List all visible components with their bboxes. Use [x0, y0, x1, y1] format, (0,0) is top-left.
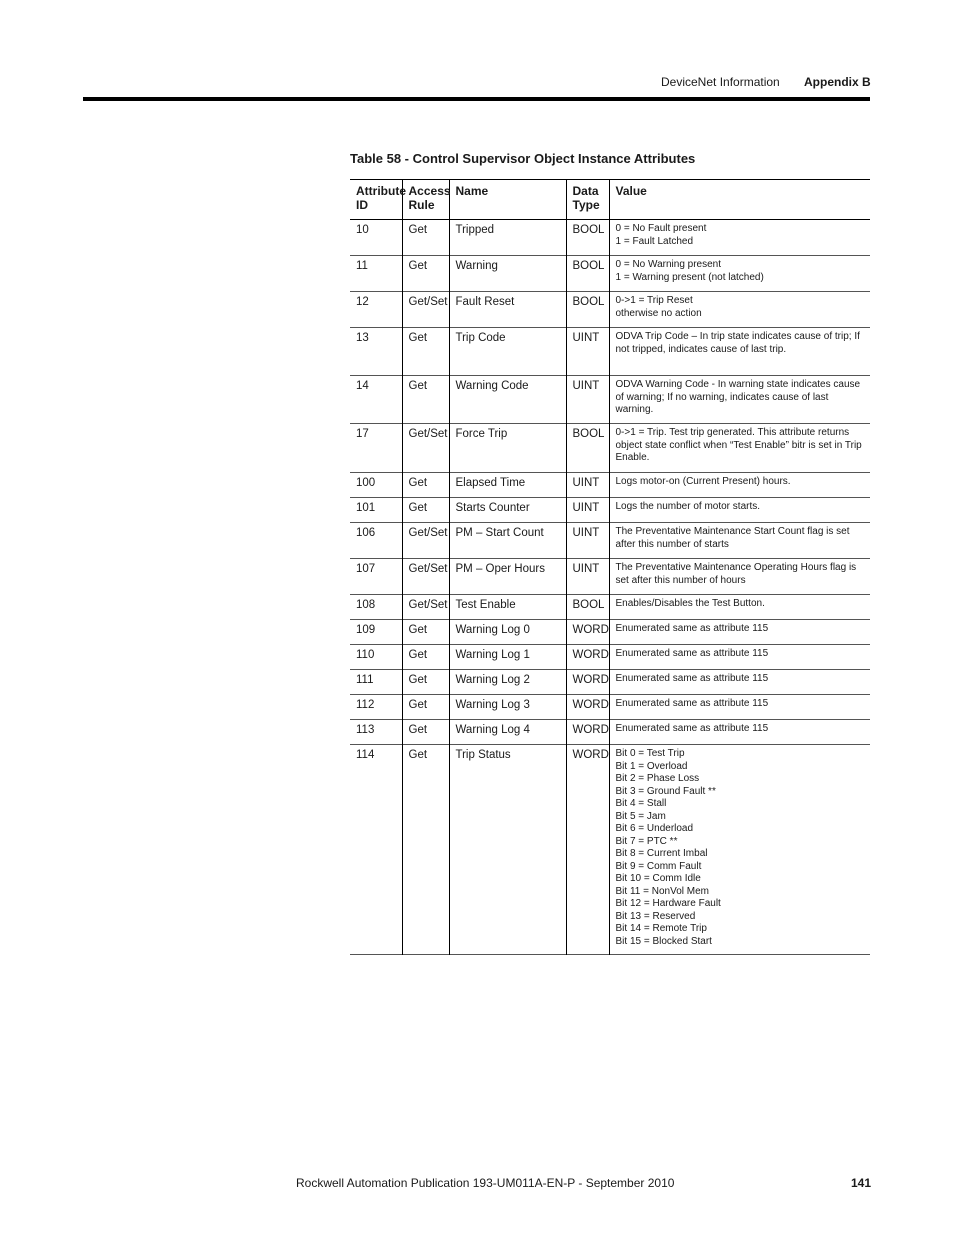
- cell-data-type: WORD: [566, 695, 609, 720]
- cell-access-rule: Get: [402, 720, 449, 745]
- cell-value: Enumerated same as attribute 115: [609, 645, 870, 670]
- cell-attribute-id: 113: [356, 724, 375, 736]
- header-appendix-label: Appendix B: [804, 75, 871, 89]
- cell-data-type: WORD: [566, 620, 609, 645]
- cell-name: Elapsed Time: [449, 473, 566, 498]
- cell-value: Enumerated same as attribute 115: [609, 670, 870, 695]
- cell-name: Trip Code: [449, 328, 566, 376]
- cell-name: PM – Oper Hours: [449, 559, 566, 595]
- cell-data-type: WORD: [566, 645, 609, 670]
- cell-access-rule: Get: [402, 745, 449, 955]
- cell-access-rule: Get: [402, 645, 449, 670]
- cell-access-rule: Get/Set: [402, 559, 449, 595]
- cell-name: Starts Counter: [449, 498, 566, 523]
- cell-name: Force Trip: [449, 424, 566, 473]
- header-section-title: DeviceNet Information: [661, 75, 780, 89]
- cell-attribute-id: 109: [356, 624, 376, 636]
- table-row: [350, 745, 870, 955]
- table-row: [350, 620, 870, 645]
- cell-data-type: UINT: [566, 498, 609, 523]
- cell-access-rule: Get: [402, 220, 449, 256]
- table-row: [350, 720, 870, 745]
- table-row: [350, 595, 870, 620]
- table-row: [350, 424, 870, 473]
- table-row: [350, 376, 870, 424]
- cell-data-type: UINT: [566, 376, 609, 424]
- cell-attribute-id: 13: [356, 332, 369, 344]
- cell-name: Tripped: [449, 220, 566, 256]
- cell-name: Warning Log 4: [449, 720, 566, 745]
- cell-name: Warning Log 2: [449, 670, 566, 695]
- table-row: [350, 328, 870, 376]
- cell-attribute-id: 12: [356, 296, 369, 308]
- cell-name: Warning: [449, 256, 566, 292]
- cell-access-rule: Get: [402, 620, 449, 645]
- table-header-row: [350, 180, 870, 220]
- column-header-attribute-id: Attribute ID: [356, 184, 406, 212]
- table-row: [350, 645, 870, 670]
- table-title: Table 58 - Control Supervisor Object Instance Attributes: [350, 151, 696, 166]
- cell-data-type: WORD: [566, 720, 609, 745]
- cell-value: 0 = No Warning present 1 = Warning present (not latched): [609, 256, 870, 292]
- cell-value: The Preventative Maintenance Operating Hours flag is set after this number of hours: [609, 559, 870, 595]
- cell-value: Logs the number of motor starts.: [609, 498, 870, 523]
- column-header-data-type: Data Type: [566, 180, 609, 220]
- cell-access-rule: Get: [402, 376, 449, 424]
- cell-value: Enumerated same as attribute 115: [609, 620, 870, 645]
- cell-value: 0 = No Fault present 1 = Fault Latched: [609, 220, 870, 256]
- cell-access-rule: Get/Set: [402, 523, 449, 559]
- cell-access-rule: Get: [402, 328, 449, 376]
- cell-value: 0->1 = Trip. Test trip generated. This attribute returns object state conflict when “Test Enable” bitr is set in Trip Enable.: [609, 424, 870, 473]
- cell-name: Fault Reset: [449, 292, 566, 328]
- cell-attribute-id: 17: [356, 428, 369, 440]
- cell-data-type: BOOL: [566, 424, 609, 473]
- cell-access-rule: Get: [402, 498, 449, 523]
- table-row: [350, 292, 870, 328]
- cell-access-rule: Get/Set: [402, 292, 449, 328]
- cell-name: PM – Start Count: [449, 523, 566, 559]
- cell-access-rule: Get: [402, 256, 449, 292]
- cell-attribute-id: 110: [356, 649, 375, 661]
- column-header-name: Name: [449, 180, 566, 220]
- cell-attribute-id: 14: [356, 380, 369, 392]
- cell-value: 0->1 = Trip Reset otherwise no action: [609, 292, 870, 328]
- cell-data-type: BOOL: [566, 256, 609, 292]
- cell-attribute-id: 10: [356, 224, 369, 236]
- cell-attribute-id: 101: [356, 502, 376, 514]
- cell-data-type: BOOL: [566, 292, 609, 328]
- cell-value: Enumerated same as attribute 115: [609, 720, 870, 745]
- column-header-access-rule: Access Rule: [402, 180, 449, 220]
- cell-data-type: UINT: [566, 473, 609, 498]
- cell-value: Enumerated same as attribute 115: [609, 695, 870, 720]
- cell-name: Warning Code: [449, 376, 566, 424]
- cell-value: Enables/Disables the Test Button.: [609, 595, 870, 620]
- table-row: [350, 473, 870, 498]
- table-row: [350, 498, 870, 523]
- page-number: 141: [851, 1176, 872, 1190]
- cell-access-rule: Get: [402, 670, 449, 695]
- cell-value: ODVA Trip Code – In trip state indicates cause of trip; If not tripped, indicates cause of last trip.: [609, 328, 870, 376]
- cell-attribute-id: 106: [356, 527, 376, 539]
- cell-access-rule: Get: [402, 695, 449, 720]
- cell-data-type: WORD: [566, 670, 609, 695]
- cell-attribute-id: 111: [356, 674, 374, 686]
- table-row: [350, 670, 870, 695]
- cell-access-rule: Get/Set: [402, 595, 449, 620]
- cell-attribute-id: 11: [356, 260, 368, 272]
- cell-value: Logs motor-on (Current Present) hours.: [609, 473, 870, 498]
- cell-value: ODVA Warning Code - In warning state indicates cause of warning; If no warning, indicates cause of last warning.: [609, 376, 870, 424]
- cell-name: Warning Log 3: [449, 695, 566, 720]
- cell-name: Test Enable: [449, 595, 566, 620]
- cell-attribute-id: 100: [356, 477, 376, 489]
- table-row: [350, 559, 870, 595]
- table-row: [350, 256, 870, 292]
- cell-attribute-id: 112: [356, 699, 375, 711]
- cell-access-rule: Get/Set: [402, 424, 449, 473]
- cell-attribute-id: 107: [356, 563, 376, 575]
- column-header-value: Value: [609, 180, 870, 220]
- attributes-table: [350, 179, 870, 955]
- cell-attribute-id: 108: [356, 599, 376, 611]
- table-row: [350, 523, 870, 559]
- cell-name: Warning Log 1: [449, 645, 566, 670]
- cell-data-type: UINT: [566, 328, 609, 376]
- cell-data-type: WORD: [566, 745, 609, 955]
- cell-data-type: UINT: [566, 559, 609, 595]
- cell-value: Bit 0 = Test Trip Bit 1 = Overload Bit 2 = Phase Loss Bit 3 = Ground Fault ** Bit 4 = Stall Bit 5 = Jam Bit 6 = Underload Bit 7 = PTC ** Bit 8 = Current Imbal Bit 9 = Comm Fault Bit 10 = Comm Idle Bit 11 = NonVol Mem Bit 12 = Hardware Fault Bit 13 = Reserved Bit 14 = Remote Trip Bit 15 = Blocked Start: [609, 745, 870, 955]
- cell-name: Trip Status: [449, 745, 566, 955]
- footer-publication: Rockwell Automation Publication 193-UM011A-EN-P - September 2010: [296, 1176, 675, 1190]
- table-row: [350, 695, 870, 720]
- cell-attribute-id: 114: [356, 749, 375, 761]
- cell-data-type: UINT: [566, 523, 609, 559]
- cell-name: Warning Log 0: [449, 620, 566, 645]
- cell-access-rule: Get: [402, 473, 449, 498]
- cell-data-type: BOOL: [566, 220, 609, 256]
- header-rule: [83, 97, 870, 101]
- cell-value: The Preventative Maintenance Start Count flag is set after this number of starts: [609, 523, 870, 559]
- cell-data-type: BOOL: [566, 595, 609, 620]
- table-row: [350, 220, 870, 256]
